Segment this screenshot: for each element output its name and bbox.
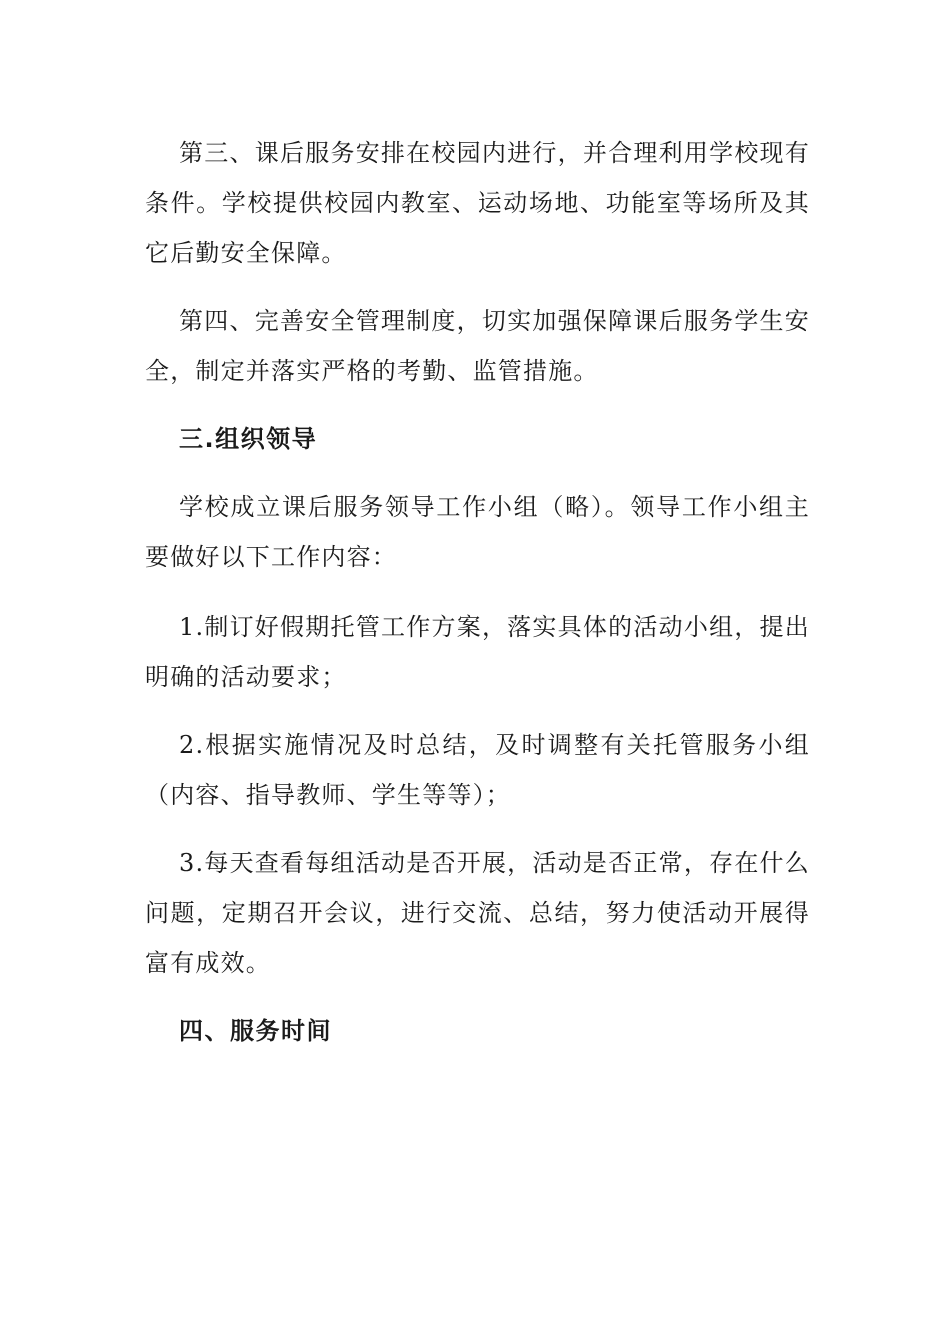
section-heading-service-time: 四、服务时间	[179, 1017, 332, 1045]
list-item-3: 3.每天查看每组活动是否开展，活动是否正常，存在什么问题，定期召开会议，进行交流、总结，努力使活动开展得富有成效。	[145, 849, 810, 977]
list-item-2: 2.根据实施情况及时总结，及时调整有关托管服务小组（内容、指导教师、学生等等）；	[145, 731, 810, 809]
list-item-1: 1.制订好假期托管工作方案，落实具体的活动小组，提出明确的活动要求；	[145, 613, 810, 691]
section-heading-organization: 三.组织领导	[179, 425, 318, 453]
paragraph-third-point: 第三、课后服务安排在校园内进行，并合理利用学校现有条件。学校提供校园内教室、运动场地、功能室等场所及其它后勤安全保障。	[145, 139, 810, 267]
paragraph-fourth-point: 第四、完善安全管理制度，切实加强保障课后服务学生安全，制定并落实严格的考勤、监管措施。	[145, 307, 810, 385]
paragraph-leadership-group: 学校成立课后服务领导工作小组（略）。领导工作小组主要做好以下工作内容：	[145, 493, 810, 571]
